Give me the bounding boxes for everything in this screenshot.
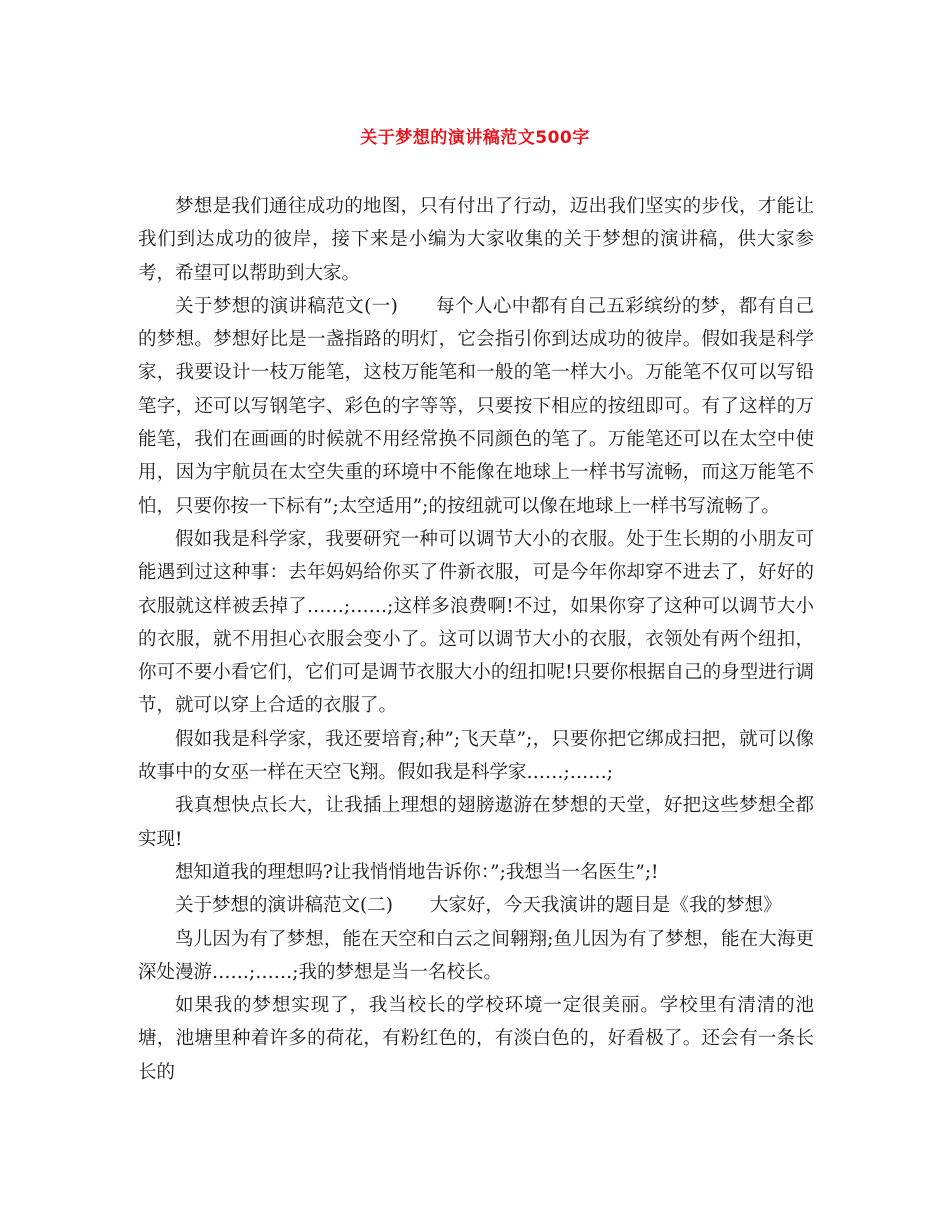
paragraph: 我真想快点长大，让我插上理想的翅膀遨游在梦想的天堂，好把这些梦想全都实现! (138, 795, 814, 850)
paragraph: 鸟儿因为有了梦想，能在天空和白云之间翱翔;鱼儿因为有了梦想，能在大海更深处漫游……;……;我的梦想是当一名校长。 (138, 928, 814, 983)
paragraph: 关于梦想的演讲稿范文(一) 每个人心中都有自己五彩缤纷的梦，都有自己的梦想。梦想好比是一盏指路的明灯，它会指引你到达成功的彼岸。假如我是科学家，我要设计一枝万能笔，这枝万能笔和一般的笔一样大小。万能笔不仅可以写铅笔字，还可以写钢笔字、彩色的字等等，只要按下相应的按纽即可。有了这样的万能笔，我们在画画的时候就不用经常换不同颜色的笔了。万能笔还可以在太空中使用，因为宇航员在太空失重的环境中不能像在地球上一样书写流畅，而这万能笔不怕，只要你按一下标有”;太空适用”;的按纽就可以像在地球上一样书写流畅了。 (138, 295, 814, 517)
paragraph: 关于梦想的演讲稿范文(二) 大家好，今天我演讲的题目是《我的梦想》 (175, 895, 782, 917)
paragraph: 如果我的梦想实现了，我当校长的学校环境一定很美丽。学校里有清清的池塘，池塘里种着许多的荷花，有粉红色的，有淡白色的，好看极了。还会有一条长长的 (138, 995, 814, 1083)
document-title: 关于梦想的演讲稿范文500字 (360, 128, 590, 148)
paragraph: 梦想是我们通往成功的地图，只有付出了行动，迈出我们坚实的步伐，才能让我们到达成功的彼岸，接下来是小编为大家收集的关于梦想的演讲稿，供大家参考，希望可以帮助到大家。 (138, 196, 814, 284)
paragraph: 假如我是科学家，我还要培育;种”;飞天草”;，只要你把它绑成扫把，就可以像故事中的女巫一样在天空飞翔。假如我是科学家……;……; (138, 728, 814, 784)
paragraph: 想知道我的理想吗?让我悄悄地告诉你：”;我想当一名医生”;! (175, 861, 659, 883)
paragraph: 假如我是科学家，我要研究一种可以调节大小的衣服。处于生长期的小朋友可能遇到过这种事：去年妈妈给你买了件新衣服，可是今年你却穿不进去了，好好的衣服就这样被丢掉了……;……;这样多浪费啊!不过，如果你穿了这种可以调节大小的衣服，就不用担心衣服会变小了。这可以调节大小的衣服，衣领处有两个纽扣，你可不要小看它们，它们可是调节衣服大小的纽扣呢!只要你根据自己的身型进行调节，就可以穿上合适的衣服了。 (138, 528, 814, 717)
document-body (138, 190, 814, 1089)
